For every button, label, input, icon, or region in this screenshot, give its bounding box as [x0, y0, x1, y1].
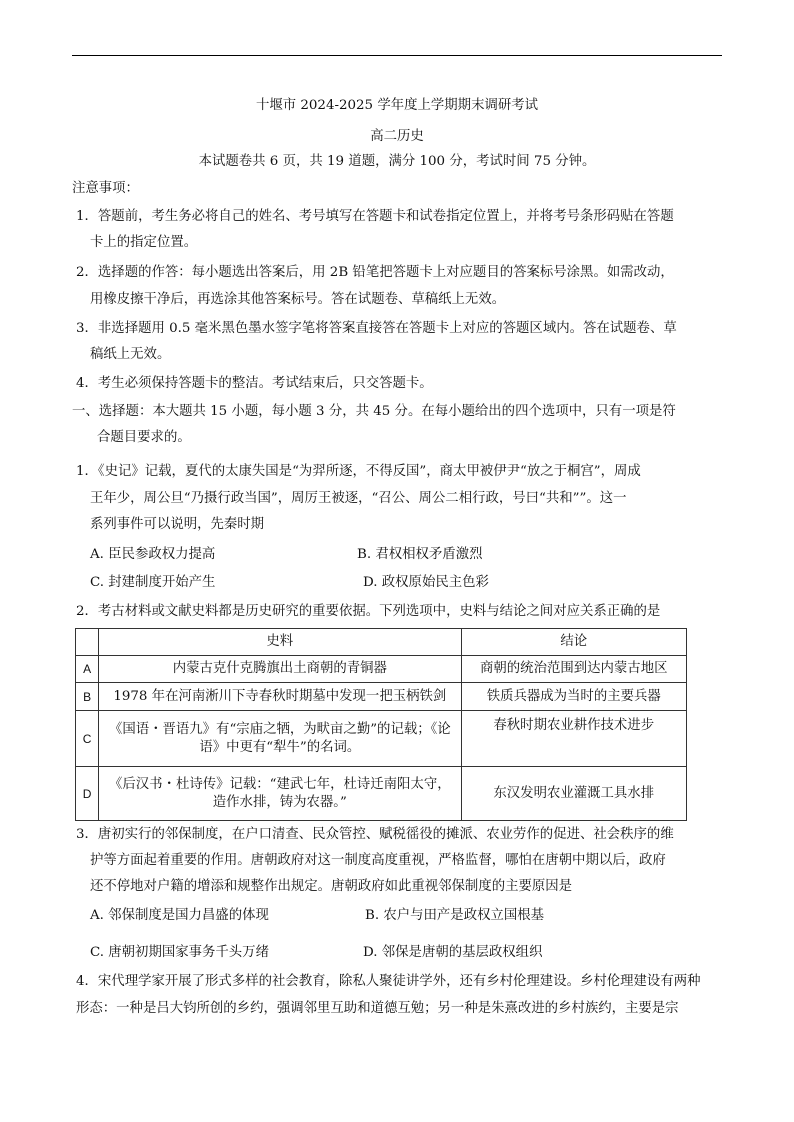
- table-header-blank: [76, 629, 99, 656]
- row-source-line-2: 语》中更有“犁牛”的名词。: [199, 739, 361, 755]
- table-row: [76, 711, 687, 767]
- header-rule: [72, 55, 722, 56]
- section-heading-line-1: 一、选择题：本大题共 15 小题，每小题 3 分，共 45 分。在每小题给出的四个选项中，只有一项是符: [72, 404, 676, 419]
- q1-option-c: C. 封建制度开始产生: [90, 575, 216, 590]
- q3-stem-line-2: 护等方面起着重要的作用。唐朝政府对这一制度高度重视，严格监督，哪怕在唐朝中期以后，政府: [90, 853, 666, 868]
- row-conclusion: 商朝的统治范围到达内蒙古地区: [461, 656, 687, 683]
- notice-item-1-line-2: 卡上的指定位置。: [90, 235, 198, 250]
- notice-heading: 注意事项：: [72, 181, 139, 196]
- q2-stem: 2．考古材料或文献史料都是历史研究的重要依据。下列选项中，史料与结论之间对应关系正确的是: [76, 604, 661, 619]
- q1-option-b: B. 君权相权矛盾激烈: [357, 547, 483, 562]
- row-letter: C: [76, 711, 99, 767]
- row-letter: D: [76, 767, 99, 821]
- row-source: 内蒙古克什克腾旗出土商朝的青铜器: [99, 656, 461, 683]
- row-source: [99, 711, 461, 767]
- q2-source-table: [75, 628, 687, 821]
- notice-item-2-line-1: 2．选择题的作答：每小题选出答案后，用 2B 铅笔把答题卡上对应题目的答案标号涂黑。如需改动，: [76, 265, 674, 280]
- q3-option-d: D. 邻保是唐朝的基层政权组织: [363, 945, 543, 960]
- table-row: [76, 656, 687, 683]
- q3-option-c: C. 唐朝初期国家事务千头万绪: [90, 945, 269, 960]
- notice-item-3-line-1: 3．非选择题用 0.5 毫米黑色墨水签字笔将答案直接答在答题卡上对应的答题区域内。答在试题卷、草: [76, 321, 677, 336]
- exam-info: 本试题卷共 6 页，共 19 道题，满分 100 分，考试时间 75 分钟。: [198, 154, 596, 169]
- q3-option-a: A. 邻保制度是国力昌盛的体现: [90, 908, 269, 923]
- row-source-line-2: 造作水排，铸为农器。”: [212, 794, 347, 810]
- notice-item-3-line-2: 稿纸上无效。: [90, 347, 171, 362]
- section-heading-line-2: 合题目要求的。: [97, 430, 191, 445]
- row-source-line-1: 《后汉书・杜诗传》记载：“建武七年，杜诗迁南阳太守，: [109, 776, 451, 792]
- q1-option-d: D. 政权原始民主色彩: [363, 575, 489, 590]
- q3-stem-line-3: 还不停地对户籍的增添和规整作出规定。唐朝政府如此重视邻保制度的主要原因是: [90, 879, 573, 894]
- q3-option-b: B. 农户与田产是政权立国根基: [365, 908, 545, 923]
- table-header-conclusion: 结论: [461, 629, 687, 656]
- row-source: 1978 年在河南淅川下寺春秋时期墓中发现一把玉柄铁剑: [99, 683, 461, 711]
- row-conclusion: 东汉发明农业灌溉工具水排: [461, 767, 687, 821]
- exam-title: 十堰市 2024-2025 学年度上学期期末调研考试: [255, 98, 539, 113]
- row-source: [99, 767, 461, 821]
- notice-item-2-line-2: 用橡皮擦干净后，再选涂其他答案标号。答在试题卷、草稿纸上无效。: [90, 292, 506, 307]
- q4-stem-line-2: 形态：一种是吕大钧所创的乡约，强调邻里互助和道德互勉；另一种是朱熹改进的乡村族约，主要是宗: [76, 1001, 679, 1016]
- notice-item-4: 4．考生必须保持答题卡的整洁。考试结束后，只交答题卡。: [76, 376, 433, 391]
- table-row: [76, 767, 687, 821]
- row-conclusion: 春秋时期农业耕作技术进步: [461, 711, 687, 767]
- table-header-row: [76, 629, 687, 656]
- subject-title: 高二历史: [370, 129, 424, 144]
- q1-stem-line-3: 系列事件可以说明，先秦时期: [90, 517, 265, 532]
- q1-option-a: A. 臣民参政权力提高: [90, 547, 216, 562]
- q1-stem-line-1: 1．《史记》记载，夏代的太康失国是“为羿所逐，不得反国”，商太甲被伊尹“放之于桐宫”，周成: [76, 464, 641, 479]
- table-header-source: 史料: [99, 629, 461, 656]
- notice-item-1-line-1: 1．答题前，考生务必将自己的姓名、考号填写在答题卡和试卷指定位置上，并将考号条形码贴在答题: [76, 209, 674, 224]
- row-letter: A: [76, 656, 99, 683]
- row-source-line-1: 《国语・晋语九》有“宗庙之牺，为畎亩之勤”的记载；《论: [108, 721, 451, 737]
- row-letter: B: [76, 683, 99, 711]
- table-row: [76, 683, 687, 711]
- q4-stem-line-1: 4．宋代理学家开展了形式多样的社会教育，除私人聚徒讲学外，还有乡村伦理建设。乡村伦理建设有两种: [76, 974, 701, 989]
- q3-stem-line-1: 3．唐初实行的邻保制度，在户口清查、民众管控、赋税徭役的摊派、农业劳作的促进、社会秩序的维: [76, 827, 674, 842]
- q1-stem-line-2: 王年少，周公旦“乃摄行政当国”，周厉王被逐，“召公、周公二相行政，号曰“共和””。这一: [90, 491, 627, 506]
- row-conclusion: 铁质兵器成为当时的主要兵器: [461, 683, 687, 711]
